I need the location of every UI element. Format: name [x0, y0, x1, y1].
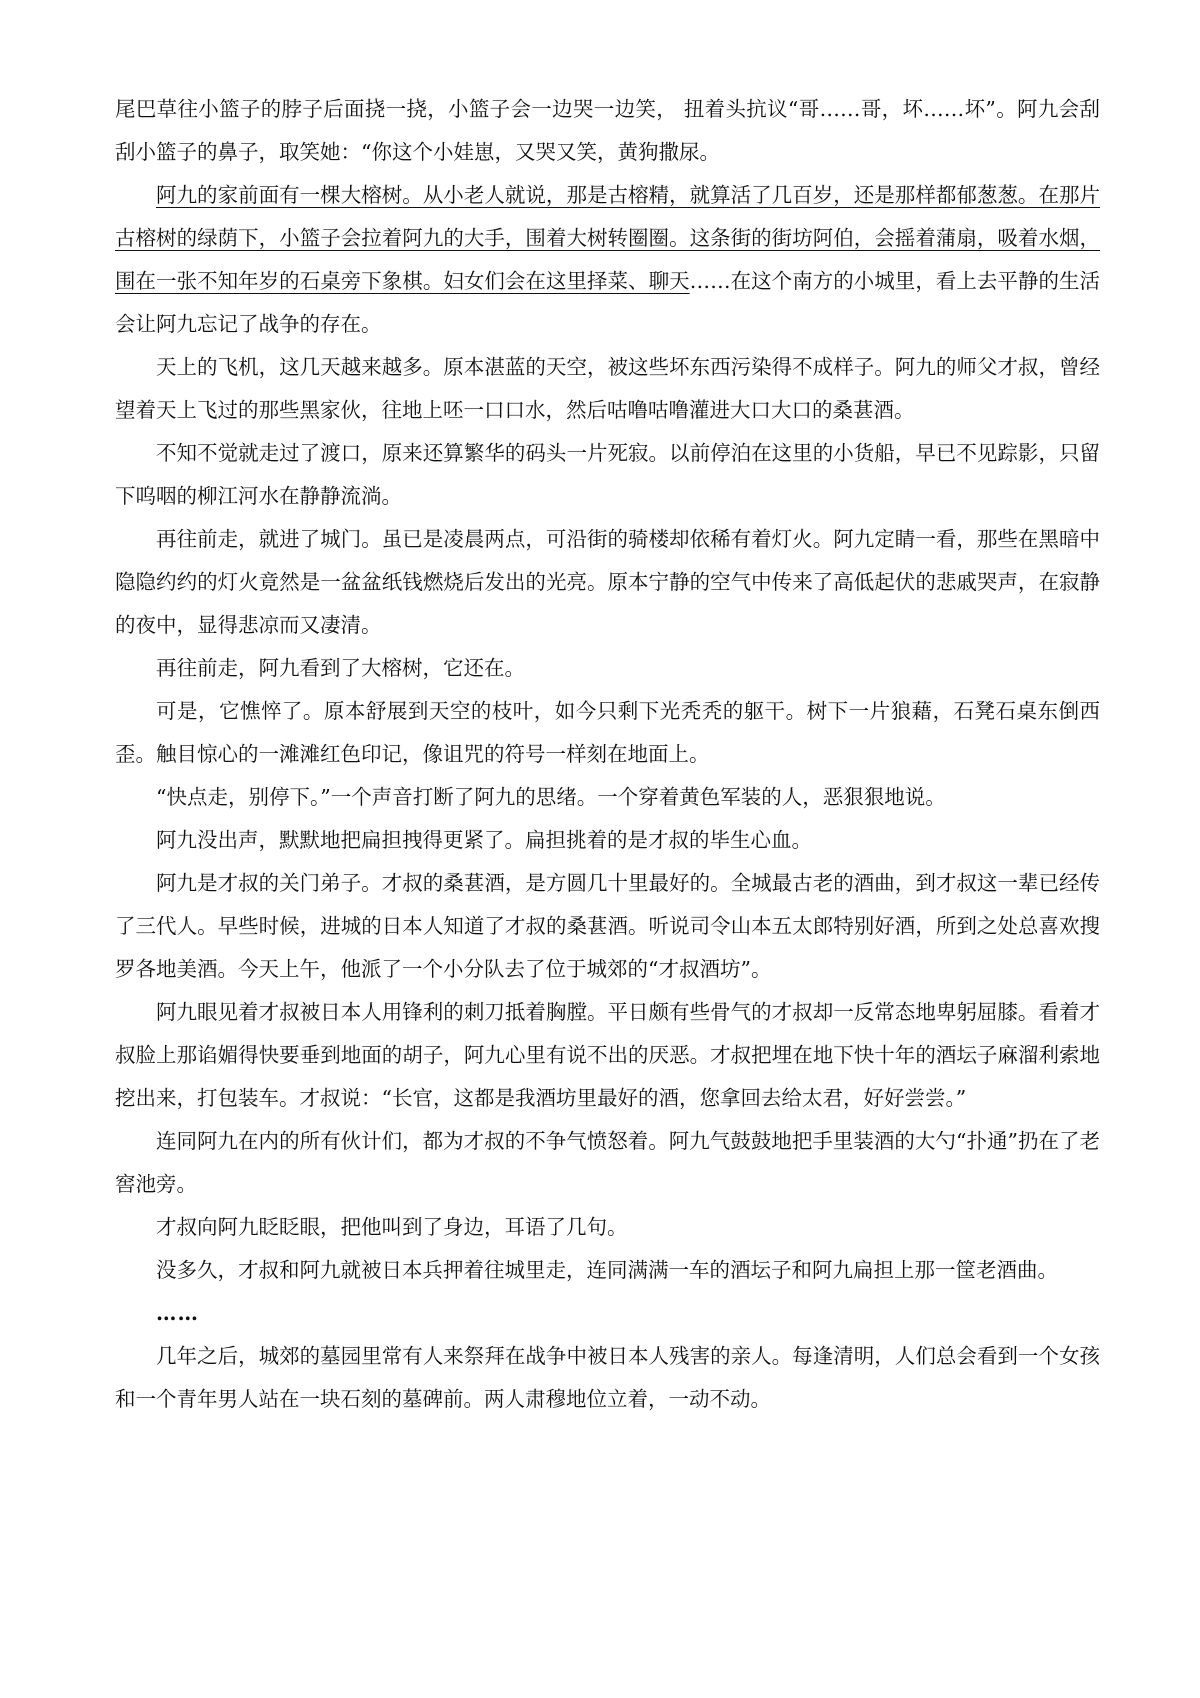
paragraph-13: 才叔向阿九眨眨眼，把他叫到了身边，耳语了几句。: [156, 1215, 628, 1239]
paragraph-9: 阿九没出声，默默地把扁担拽得更紧了。扁担挑着的是才叔的毕生心血。: [156, 828, 812, 852]
underlined-passage: 阿九的家前面有一棵大榕树。从小老人就说，那是古榕精，就算活了几百岁，还是那样都郁葱葱。在那片古榕树的绿荫下，小篮子会拉着阿九的大手，围着大树转圈圈。这条街的街坊阿伯，会摇着蒲扇，吸着水烟，围在一张不知年岁的石桌旁下象棋。妇女们会在这里择菜、聊天: [115, 183, 1100, 293]
paragraph-16: 几年之后，城郊的墓园里常有人来祭拜在战争中被日本人残害的亲人。每逢清明，人们总会看到一个女孩和一个青年男人站在一块石刻的墓碑前。两人肃穆地位立着，一动不动。: [115, 1344, 1100, 1411]
paragraph-2: [115, 174, 1100, 346]
paragraph-2-rest: ……在这个南方的小城里，看上去平静的生活会让阿九忘记了战争的存在。: [115, 269, 1100, 336]
paragraph-8: “快点走，别停下。”一个声音打断了阿九的思绪。一个穿着黄色军装的人，恶狠狠地说。: [156, 785, 946, 809]
paragraph-6: 再往前走，阿九看到了大榕树，它还在。: [156, 656, 525, 680]
paragraph-3: 天上的飞机，这几天越来越多。原本湛蓝的天空，被这些坏东西污染得不成样子。阿九的师父才叔，曾经望着天上飞过的那些黑家伙，往地上呸一口口水，然后咕噜咕噜灌进大口大口的桑葚酒。: [115, 355, 1100, 422]
paragraph-7: 可是，它憔悴了。原本舒展到天空的枝叶，如今只剩下光秃秃的躯干。树下一片狼藉，石凳石桌东倒西歪。触目惊心的一滩滩红色印记，像诅咒的符号一样刻在地面上。: [115, 699, 1100, 766]
ellipsis-break: ……: [156, 1301, 199, 1325]
paragraph-11: 阿九眼见着才叔被日本人用锋利的刺刀抵着胸膛。平日颇有些骨气的才叔却一反常态地卑躬屈膝。看着才叔脸上那谄媚得快要垂到地面的胡子，阿九心里有说不出的厌恶。才叔把埋在地下快十年的酒坛子麻溜利索地挖出来，打包装车。才叔说：“长官，这都是我酒坊里最好的酒，您拿回去给太君，好好尝尝。”: [115, 1000, 1100, 1110]
document-page: [115, 88, 1100, 1421]
paragraph-4: 不知不觉就走过了渡口，原来还算繁华的码头一片死寂。以前停泊在这里的小货船，早已不见踪影，只留下呜咽的柳江河水在静静流淌。: [115, 441, 1100, 508]
paragraph-10: 阿九是才叔的关门弟子。才叔的桑葚酒，是方圆几十里最好的。全城最古老的酒曲，到才叔这一辈已经传了三代人。早些时候，进城的日本人知道了才叔的桑葚酒。听说司令山本五太郎特别好酒，所到之处总喜欢搜罗各地美酒。今天上午，他派了一个小分队去了位于城郊的“才叔酒坊”。: [115, 871, 1100, 981]
paragraph-14: 没多久，才叔和阿九就被日本兵押着往城里走，连同满满一车的酒坛子和阿九扁担上那一筐老酒曲。: [156, 1258, 1058, 1282]
paragraph-12: 连同阿九在内的所有伙计们，都为才叔的不争气愤怒着。阿九气鼓鼓地把手里装酒的大勺“扑通”扔在了老窖池旁。: [115, 1129, 1100, 1196]
paragraph-1: 尾巴草往小篮子的脖子后面挠一挠，小篮子会一边哭一边笑， 扭着头抗议“哥……哥，坏……坏”。阿九会刮刮小篮子的鼻子，取笑她：“你这个小娃崽，又哭又笑，黄狗撒尿。: [115, 97, 1100, 164]
paragraph-5: 再往前走，就进了城门。虽已是凌晨两点，可沿街的骑楼却依稀有着灯火。阿九定睛一看，那些在黑暗中隐隐约约的灯火竟然是一盆盆纸钱燃烧后发出的光亮。原本宁静的空气中传来了高低起伏的悲戚哭声，在寂静的夜中，显得悲凉而又凄清。: [115, 527, 1100, 637]
